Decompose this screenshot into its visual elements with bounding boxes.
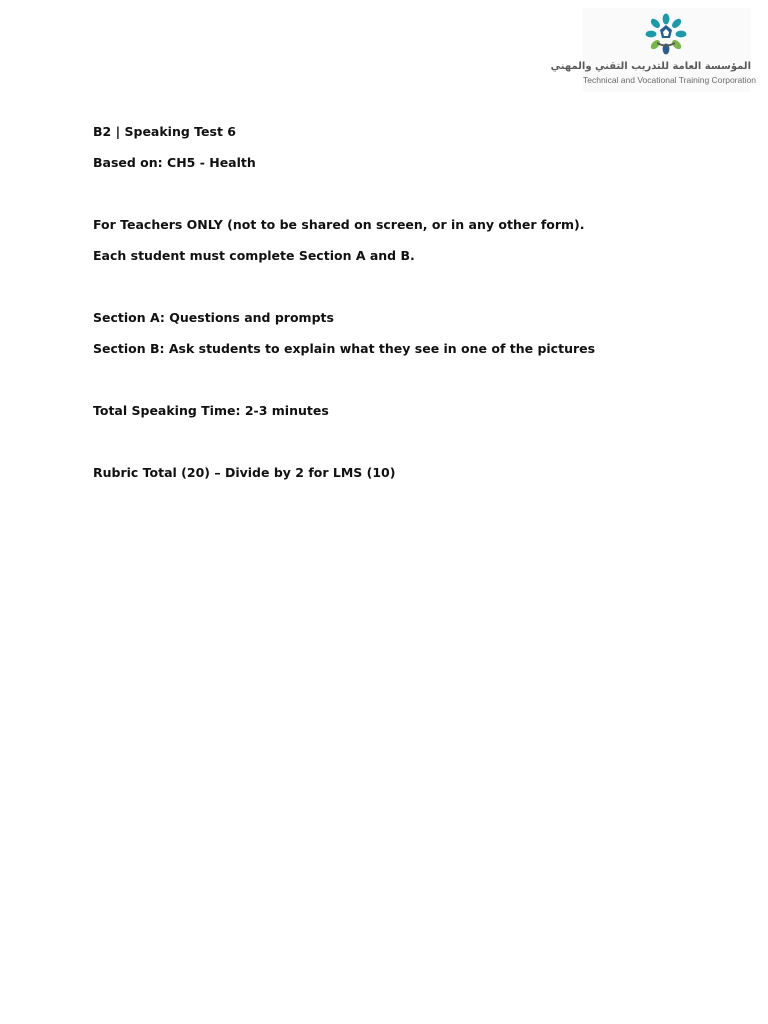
tvtc-emblem-icon (643, 12, 689, 58)
logo-english-name: Technical and Vocational Training Corporation (583, 75, 756, 85)
logo-arabic-name: المؤسسة العامة للتدريب التقني والمهني (550, 61, 751, 72)
organization-logo (550, 8, 756, 92)
rubric-total: Rubric Total (20) – Divide by 2 for LMS (10) (93, 465, 396, 480)
total-speaking-time: Total Speaking Time: 2-3 minutes (93, 403, 329, 418)
section-b-description: Section B: Ask students to explain what they see in one of the pictures (93, 341, 596, 356)
document-title: B2 | Speaking Test 6 (93, 124, 236, 139)
teachers-only-note: For Teachers ONLY (not to be shared on screen, or in any other form). (93, 217, 585, 232)
completion-note: Each student must complete Section A and B. (93, 248, 415, 263)
section-a-description: Section A: Questions and prompts (93, 310, 334, 325)
based-on-line: Based on: CH5 - Health (93, 155, 256, 170)
